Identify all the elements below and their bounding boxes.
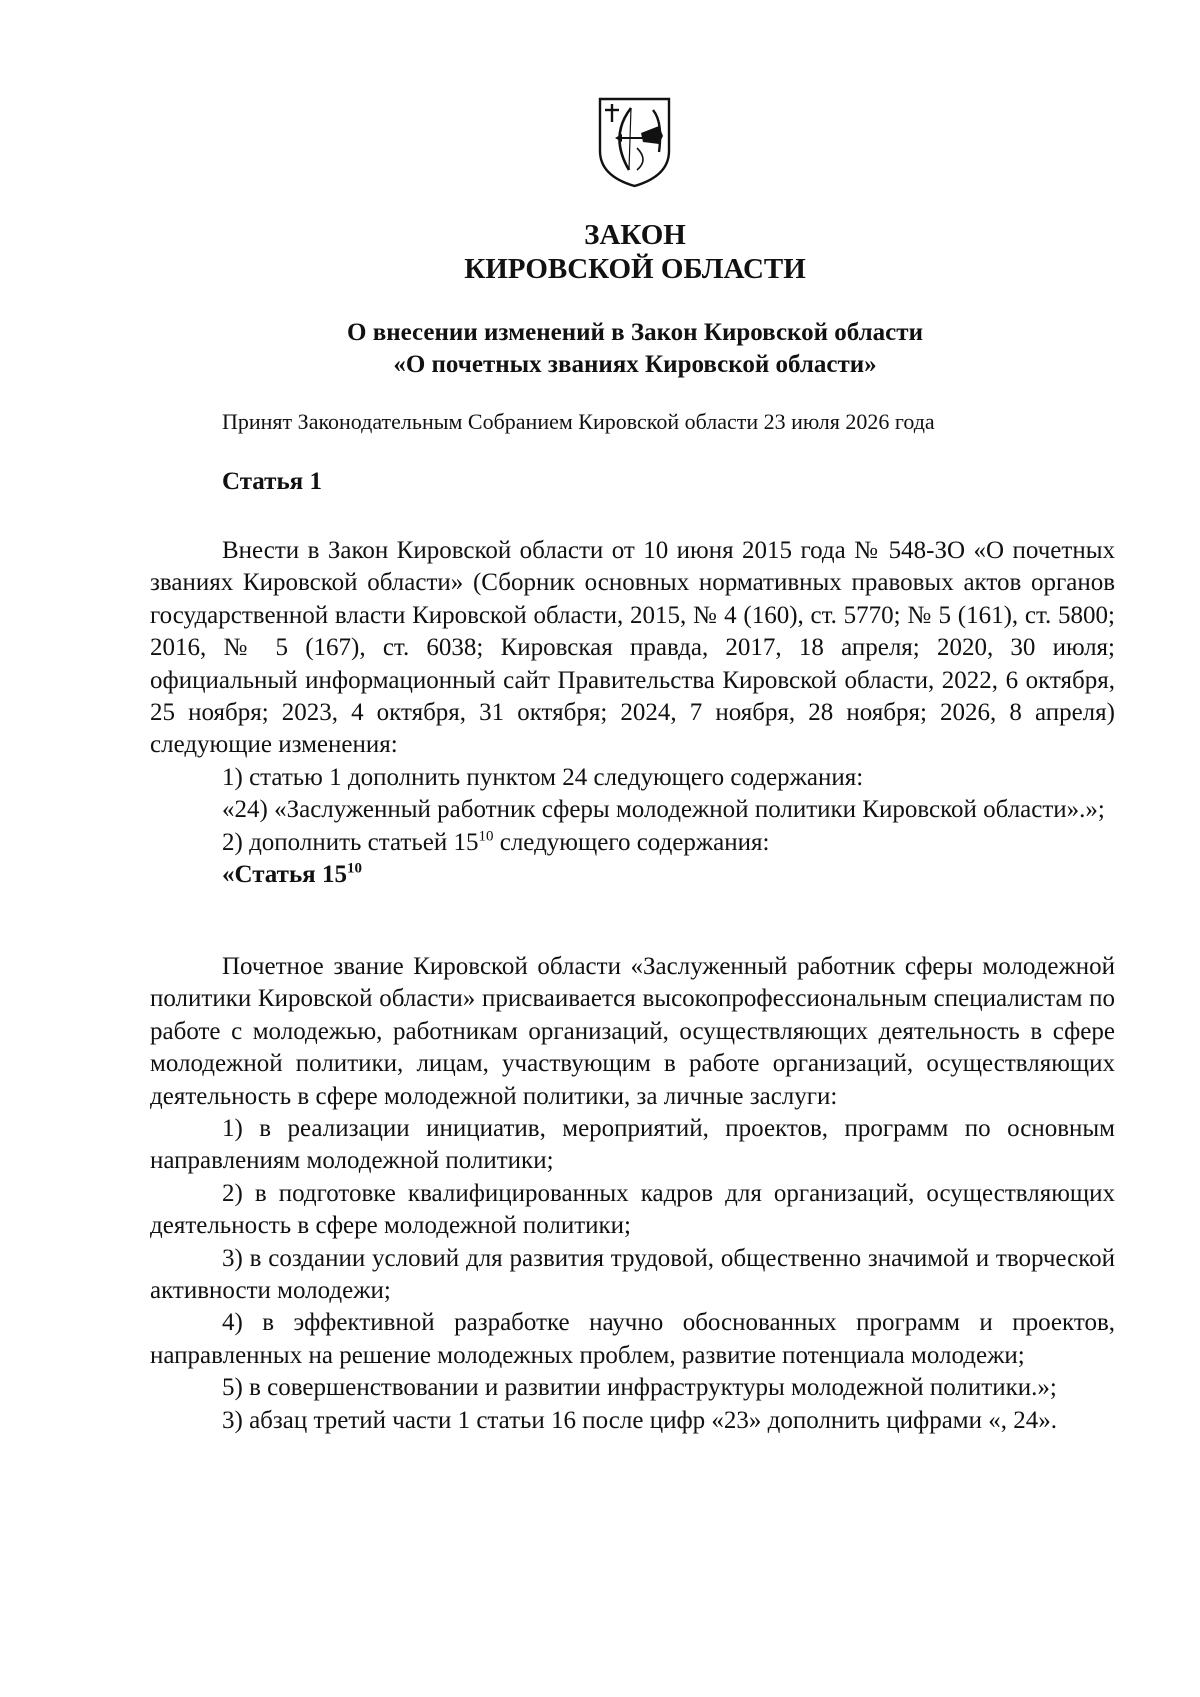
merit-item: 1) в реализации инициатив, мероприятий, проектов, программ по основным направлениям молодежной политики; bbox=[150, 1115, 1115, 1175]
amendment-item-1: 1) статью 1 дополнить пунктом 24 следующего содержания: bbox=[222, 763, 864, 791]
new-article-heading-superscript: 10 bbox=[346, 860, 362, 877]
amendment-item-2-text: 2) дополнить статьей 15 bbox=[222, 828, 479, 856]
kirov-coat-of-arms-icon bbox=[597, 96, 672, 188]
merit-item: 4) в эффективной разработке научно обоснованных программ и проектов, направленных на решение молодежных проблем, развитие потенциала молодежи; bbox=[150, 1309, 1115, 1369]
article-body-part1 bbox=[150, 535, 1115, 891]
article-heading: Статья 1 bbox=[222, 468, 322, 495]
new-article-heading bbox=[150, 859, 1115, 891]
new-article-heading-text: «Статья 15 bbox=[222, 861, 347, 889]
merit-item: 3) в создании условий для развития трудовой, общественно значимой и творческой активности молодежи; bbox=[150, 1244, 1115, 1305]
law-title bbox=[0, 218, 1200, 286]
law-title-line1: ЗАКОН bbox=[584, 219, 686, 251]
amendment-item-2 bbox=[150, 827, 1115, 859]
merit-item: 2) в подготовке квалифицированных кадров для организаций, осуществляющих деятельность в сфере молодежной политики; bbox=[150, 1179, 1115, 1240]
law-subtitle-line1: О внесении изменений в Закон Кировской области bbox=[347, 319, 923, 346]
amendment-item-2-tail: следующего содержания: bbox=[493, 828, 770, 856]
adoption-note: Принят Законодательным Собранием Кировской области 23 июля 2026 года bbox=[222, 409, 935, 434]
amendment-item-2-superscript: 10 bbox=[478, 828, 494, 845]
amendment-item-3: 3) абзац третий части 1 статьи 16 после цифр «23» дополнить цифрами «, 24». bbox=[222, 1406, 1058, 1434]
law-subtitle-line2: «О почетных званиях Кировской области» bbox=[393, 351, 877, 378]
amendment-item-1-quote: «24) «Заслуженный работник сферы молодежной политики Кировской области».»; bbox=[222, 796, 1105, 824]
new-article-paragraph: Почетное звание Кировской области «Заслуженный работник сферы молодежной политики Кировской области» присваивается высокопрофессиональным специалистам по работе с молодежью, работникам организаций, осуществляющих деятельность в сфере молодежной политики, лицам, участвующим в работе организаций, осуществляющих деятельность в сфере молодежной политики, за личные заслуги: bbox=[150, 953, 1115, 1110]
article-intro-paragraph: Внести в Закон Кировской области от 10 июня 2015 года № 548-ЗО «О почетных званиях Кировской области» (Сборник основных нормативных правовых актов органов государственной власти Кировской области, 2015, № 4 (160), ст. 5770; № 5 (161), ст. 5800; 2016, № 5 (167), ст. 6038; Кировская правда, 2017, 18 апреля; 2020, 30 июля; официальный информационный сайт Правительства Кировской области, 2022, 6 октября, 25 ноября; 2023, 4 октября, 31 октября; 2024, 7 ноября, 28 ноября; 2026, 8 апреля) следующие изменения: bbox=[150, 537, 1115, 759]
merit-item: 5) в совершенствовании и развитии инфраструктуры молодежной политики.»; bbox=[222, 1374, 1057, 1402]
article-body-part2 bbox=[150, 951, 1115, 1437]
law-subtitle bbox=[0, 317, 1200, 381]
law-title-line2: КИРОВСКОЙ ОБЛАСТИ bbox=[464, 253, 806, 285]
